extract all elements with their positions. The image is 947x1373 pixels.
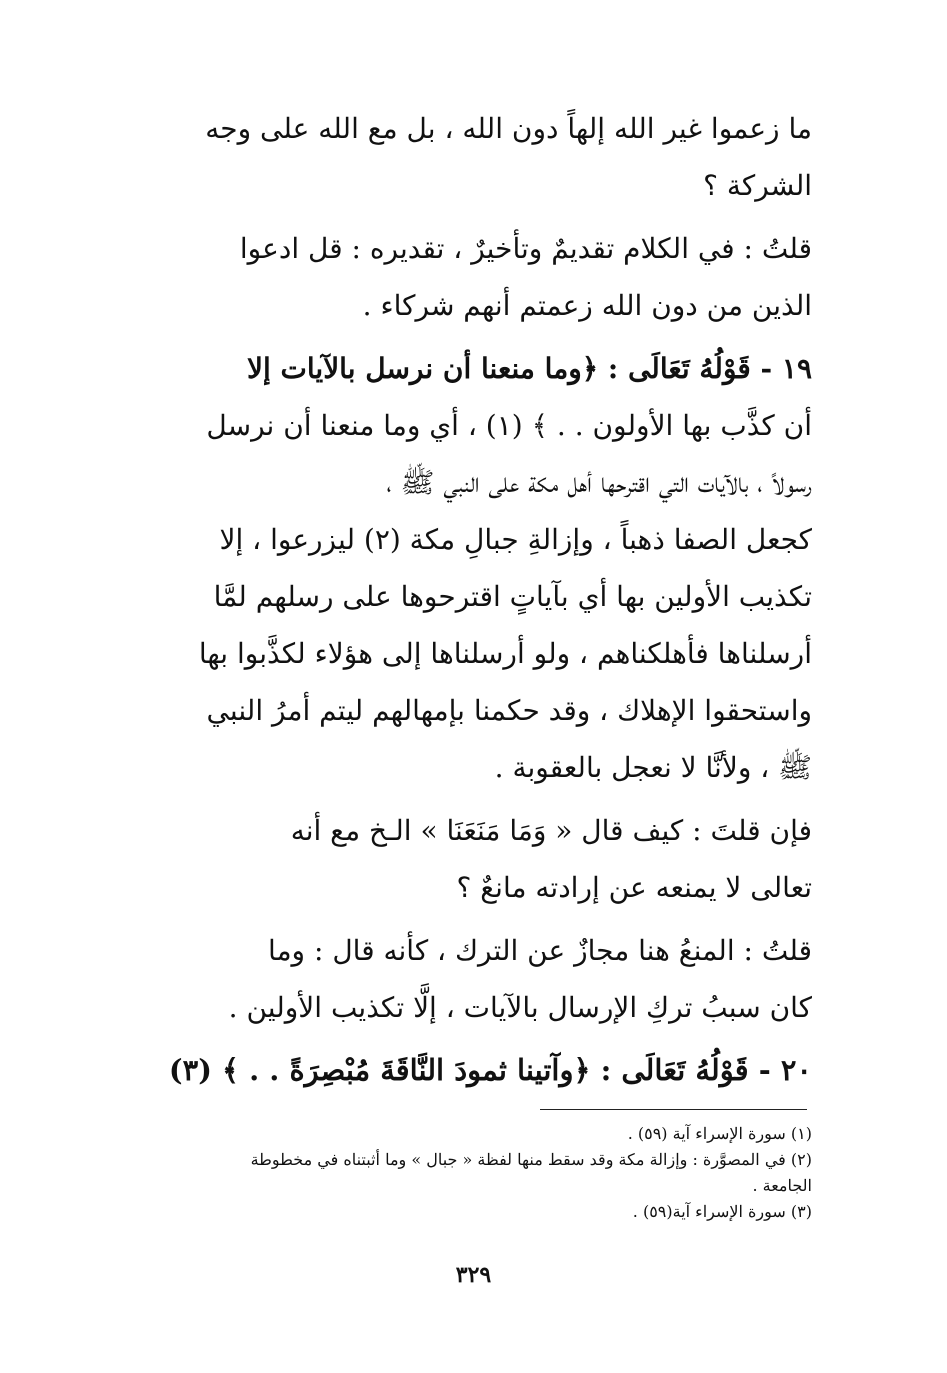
text-line: كان سببُ تركِ الإرسال بالآيات ، إلَّا تكذيب الأولين . xyxy=(228,991,812,1024)
text-line: تعالى لا يمنعه عن إرادته مانعٌ ؟ xyxy=(456,871,812,904)
footnotes xyxy=(160,1121,812,1225)
text-line: الذين من دون الله زعمتم أنهم شركاء . xyxy=(362,289,812,322)
text-line: تكذيب الأولين بها أي بآياتٍ اقترحوها على رسلهم لمَّا xyxy=(213,580,812,613)
text-line: رسولاً ، بالآيات التي اقترحها أهل مكة على النبي ﷺ ، xyxy=(386,466,812,499)
verse-heading-19: ١٩ - قَوْلُهُ تَعَالَى : ﴿وما منعنا أن نرسل بالآيات إلا xyxy=(247,352,812,385)
text-line: ﷺ ، ولأنَّا لا نعجل بالعقوبة . xyxy=(494,751,812,784)
text-line: ما زعموا غير الله إلهاً دون الله ، بل مع الله على وجه xyxy=(205,112,812,145)
verse-heading-20: ٢٠ - قَوْلُهُ تَعَالَى : ﴿وآتينا ثمودَ النَّاقَةَ مُبْصِرَةً . . ﴾ (٣) xyxy=(168,1053,812,1087)
page-number: ٣٢٩ xyxy=(455,1262,492,1288)
footnote-2-continued: الجامعة . xyxy=(752,1176,812,1195)
footnote-2: (٢) في المصوَّرة : وإزالة مكة وقد سقط منها لفظة « جبال » وما أثبتناه في مخطوطة xyxy=(250,1150,812,1169)
text-line: الشركة ؟ xyxy=(703,169,812,202)
text-line: كجعل الصفا ذهباً ، وإزالةِ جبالِ مكة (٢) ليزرعوا ، إلا xyxy=(219,523,812,556)
text-line: فإن قلتَ : كيف قال « وَمَا مَنَعَنَا » الـخ مع أنه xyxy=(290,814,812,847)
main-text xyxy=(160,100,812,1099)
text-line: أن كذَّب بها الأولون . . ﴾ (١) ، أي وما منعنا أن نرسل xyxy=(206,409,812,442)
footnote-3: (٣) سورة الإسراء آية(٥٩) . xyxy=(632,1202,812,1221)
text-line: قلتُ : المنعُ هنا مجازٌ عن الترك ، كأنه قال : وما xyxy=(268,934,812,967)
footnote-1: (١) سورة الإسراء آية (٥٩) . xyxy=(627,1124,812,1143)
footnote-divider xyxy=(540,1109,807,1110)
text-line: أرسلناها فأهلكناهم ، ولو أرسلناها إلى هؤلاء لكذَّبوا بها xyxy=(198,637,812,670)
text-line: قلتُ : في الكلام تقديمٌ وتأخيرٌ ، تقديره : قل ادعوا xyxy=(239,232,812,265)
text-line: واستحقوا الإهلاك ، وقد حكمنا بإمهالهم ليتم أمرُ النبي xyxy=(206,694,812,727)
